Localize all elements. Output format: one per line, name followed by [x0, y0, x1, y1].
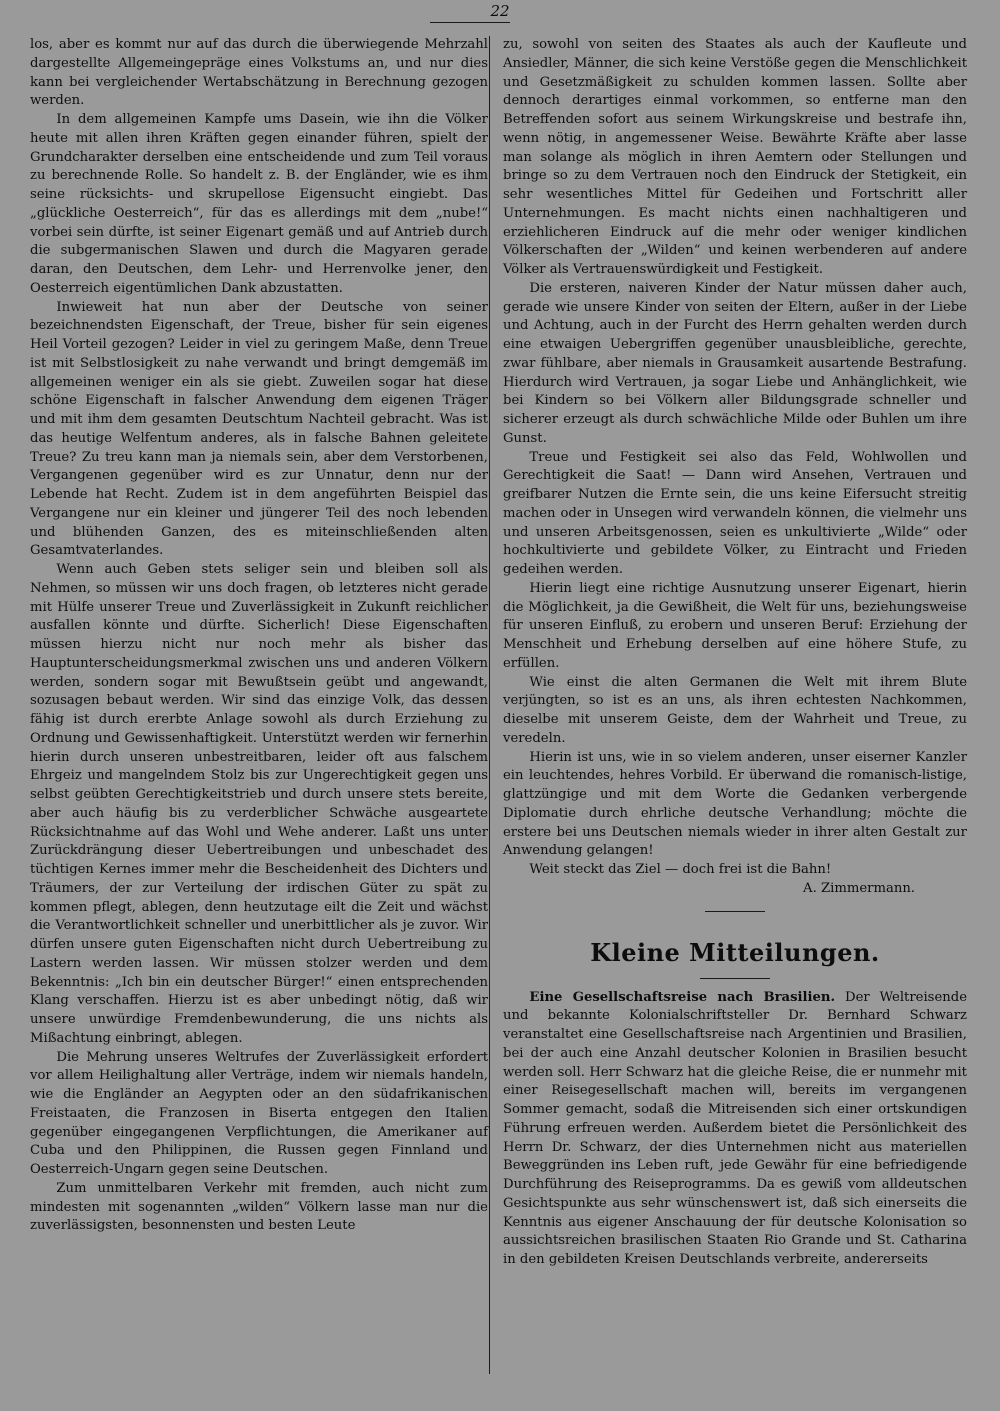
paragraph: Wenn auch Geben stets seliger sein und bleiben soll als Nehmen, so müssen wir uns doch fragen, ob letzteres nicht gerade mit Hülfe unserer Treue und Zuverlässigkeit in Zukunft reichlicher ausfallen könnte und dürfte. Sicherlich! Diese Eigenschaften müssen hierzu nicht nur noch mehr als bisher das Hauptunterscheidungsmerkmal zwischen uns und anderen Völkern werden, sondern sogar mit Bewußtsein geübt und angewandt, sozusagen bebaut werden. Wir sind das einzige Volk, das dessen fähig ist durch ererbte Anlage sowohl als durch Erziehung zu Ordnung und Gewissenhaftigkeit. Unterstützt werden wir fernerhin hierin durch unseren unbestreitbaren, leider oft aus falschem Ehrgeiz und mangelndem Stolz bis zur Ungerechtigkeit gegen uns selbst geübten Gerechtigkeitstrieb und durch unsere stets bereite, aber auch häufig bis zu verderblicher Schwäche ausgeartete Rücksichtnahme auf das Wohl und Wehe anderer. Laßt uns unter Zurückdrängung dieser Uebertreibungen und unbeschadet des tüchtigen Kernes immer mehr die Bescheidenheit des Dichters und Träumers, der zur Verteilung der irdischen Güter zu spät zu kommen pflegt, ablegen, denn heutzutage eilt die Zeit und wächst die Verantwortlichkeit schneller und unerbittlicher als je zuvor. Wir dürfen unsere guten Eigenschaften nicht durch Uebertreibung zu Lastern werden lassen. Wir müssen stolzer werden und dem Bekenntnis: „Ich bin ein deutscher Bürger!“ einen entsprechenden Klang verschaffen. Hierzu ist es aber unbedingt nötig, daß wir unsere unwürdige Fremdenbewunderung, die uns nichts als Mißachtung einbringt, ablegen.: [30, 562, 488, 1046]
paragraph: Inwieweit hat nun aber der Deutsche von seiner bezeichnendsten Eigenschaft, der Treue, bisher für sein eigenes Heil Vorteil gezogen? Leider in viel zu geringem Maße, denn Treue ist mit Selbstlosigkeit zu nahe verwandt und bringt demgemäß im allgemeinen weniger ein als sie giebt. Zuweilen sogar hat diese schöne Eigenschaft in falscher Anwendung dem eigenen Träger und mit ihm dem gesamten Deutschtum Nachteil gebracht. Was ist das heutige Welfentum anderes, als in falsche Bahnen geleitete Treue? Zu treu kann man ja niemals sein, aber dem Verstorbenen, Vergangenen gegenüber wird es zur Unnatur, denn nur der Lebende hat Recht. Zudem ist in dem angeführten Beispiel das Vergangene nur ein kleiner und jüngerer Teil des noch lebenden und blühenden Ganzen, des es miteinschließenden alten Gesamtvaterlandes.: [30, 299, 488, 559]
paragraph: Hierin liegt eine richtige Ausnutzung unserer Eigenart, hierin die Möglichkeit, ja die Gewißheit, die Welt für uns, beziehungsweise für unseren Einfluß, zu erobern und unseren Beruf: Erziehung der Menschheit und Erhebung derselben auf eine höhere Stufe, zu erfüllen.: [503, 580, 967, 671]
column-divider: [489, 36, 490, 1374]
article-title: Eine Gesellschaftsreise nach Brasilien.: [529, 989, 836, 1005]
header-rule: [430, 22, 510, 23]
article-body: Der Weltreisende und bekannte Kolonialschriftsteller Dr. Bernhard Schwarz veranstaltet eine Gesellschaftsreise nach Argentinien und Brasilien, bei der auch eine Anzahl deutscher Kolonien in Brasilien besucht werden soll. Herr Schwarz hat die gleiche Reise, die er nunmehr mit einer Reisegesellschaft machen will, bereits im vergangenen Sommer gemacht, sodaß die Mitreisenden sich einer ortskundigen Führung erfreuen werden. Außerdem bietet die Persönlichkeit des Herrn Dr. Schwarz, der dies Unternehmen nicht aus materiellen Beweggründen ins Leben ruft, jede Gewähr für eine befriedigende Durchführung des Reiseprogramms. Da es gewiß vom alldeutschen Gesichtspunkte aus sehr wünschenswert ist, daß sich einerseits die Kenntnis aus eigener Anschauung der für deutsche Kolonisation so aussichtsreichen brasilischen Staaten Rio Grande und St. Catharina in den gebildeten Kreisen Deutschlands verbreite, andererseits: [503, 989, 967, 1267]
paragraph: Die ersteren, naiveren Kinder der Natur müssen daher auch, gerade wie unsere Kinder von seiten der Eltern, außer in der Liebe und Achtung, auch in der Furcht des Herrn gehalten werden durch eine etwaigen Uebergriffen gegenüber unausbleibliche, gerechte, zwar fühlbare, aber niemals in Grausamkeit ausartende Bestrafung. Hierdurch wird Vertrauen, ja sogar Liebe und Anhänglichkeit, wie bei Kindern so bei Völkern aller Bildungsgrade schneller und sicherer erzeugt als durch schwächliche Milde oder Buhlen um ihre Gunst.: [503, 280, 967, 446]
right-column: [503, 36, 967, 1270]
paragraph: Hierin ist uns, wie in so vielem anderen, unser eiserner Kanzler ein leuchtendes, hehres Vorbild. Er überwand die romanisch-listige, glattzüngige und mit dem Worte die Gedanken verbergende Diplomatie durch ehrliche deutsche Verhandlung; möchte die erstere bei uns Deutschen niemals wieder in ihrer alten Gestalt zur Anwendung gelangen!: [503, 749, 967, 859]
author-signature: A. Zimmermann.: [803, 880, 915, 896]
article-paragraph: [503, 989, 967, 1270]
page-number: 22: [490, 2, 510, 20]
section-title-rule: [700, 978, 770, 979]
section-separator: [705, 911, 765, 912]
paragraph: Wie einst die alten Germanen die Welt mit ihrem Blute verjüngten, so ist es an uns, als ihren echtesten Nachkommen, dieselbe mit unserem Geiste, dem der Wahrheit und Treue, zu veredeln.: [503, 674, 967, 746]
left-column: [30, 36, 488, 1236]
paragraph: Zum unmittelbaren Verkehr mit fremden, auch nicht zum mindesten mit sogenannten „wilden“ Völkern lasse man nur die zuverlässigsten, besonnensten und besten Leute: [30, 1180, 488, 1234]
section-title: Kleine Mitteilungen.: [590, 937, 880, 967]
paragraph: Treue und Festigkeit sei also das Feld, Wohlwollen und Gerechtigkeit die Saat! — Dann wird Ansehen, Vertrauen und greifbarer Nutzen die Ernte sein, die uns keine Eifersucht streitig machen oder in Unsegen wird verwandeln können, die vielmehr uns und unseren Arbeitsgenossen, seien es unkultivierte „Wilde“ oder hochkultivierte und gebildete Völker, zu Eintracht und Frieden gedeihen werden.: [503, 449, 967, 577]
paragraph: Weit steckt das Ziel — doch frei ist die Bahn!: [529, 862, 832, 877]
paragraph: zu, sowohl von seiten des Staates als auch der Kaufleute und Ansiedler, Männer, die sich keine Verstöße gegen die Menschlichkeit und Gesetzmäßigkeit zu schulden kommen lassen. Sollte aber dennoch derartiges einmal vorkommen, so entferne man den Betreffenden sofort aus seinem Wirkungskreise und bestrafe ihn, wenn nötig, in angemessener Weise. Bewährte Kräfte aber lasse man solange als möglich in ihren Aemtern oder Stellungen und bringe so zu dem Vertrauen noch den Eindruck der Stetigkeit, ein sehr wesentliches Mittel für Gedeihen und Fortschritt aller Unternehmungen. Es macht nichts einen nachhaltigeren und erziehlicheren Eindruck auf die mehr oder weniger kindlichen Völkerschaften der „Wilden“ und keinen werbenderen auf andere Völker als Vertrauenswürdigkeit und Festigkeit.: [503, 37, 967, 277]
paragraph: Die Mehrung unseres Weltrufes der Zuverlässigkeit erfordert vor allem Heilighaltung aller Verträge, indem wir niemals handeln, wie die Engländer an Aegypten oder an den südafrikanischen Freistaaten, die Franzosen in Biserta entgegen den Italien gegenüber eingegangenen Verpflichtungen, die Amerikaner auf Cuba und den Philippinen, die Russen gegen Finnland und Oesterreich-Ungarn gegen seine Deutschen.: [30, 1049, 488, 1177]
paragraph: los, aber es kommt nur auf das durch die überwiegende Mehrzahl dargestellte Allgemeingepräge eines Volkstums an, und nur dies kann bei vergleichender Wertabschätzung in Berechnung gezogen werden.: [30, 37, 488, 109]
paragraph: In dem allgemeinen Kampfe ums Dasein, wie ihn die Völker heute mit allen ihren Kräften gegen einander führen, spielt der Grundcharakter derselben eine entscheidende und zum Teil voraus zu berechnende Rolle. So handelt z. B. der Engländer, wie es ihm seine rücksichts- und skrupellose Eigensucht eingiebt. Das „glückliche Oesterreich“, für das es allerdings mit dem „nube!“ vorbei sein dürfte, ist seiner Eigenart gemäß und auf Antrieb durch die subgermanischen Slawen und durch die Magyaren gerade daran, den Deutschen, dem Lehr- und Herrenvolke jener, den Oesterreich eigentümlichen Dank abzustatten.: [30, 112, 488, 296]
